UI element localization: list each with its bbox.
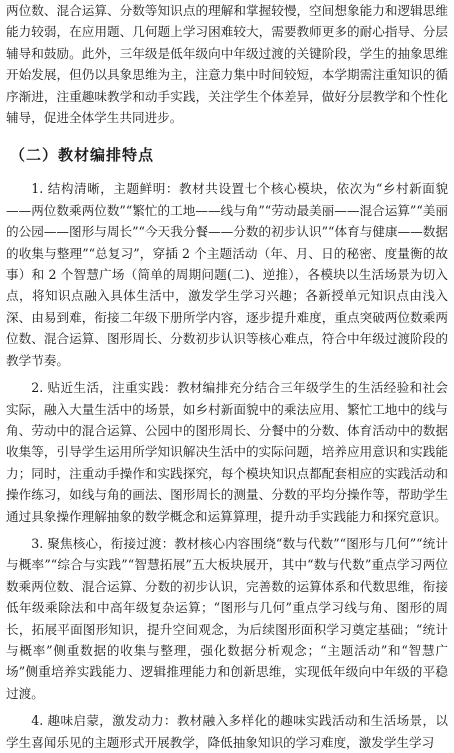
point-paragraph-2: 2. 贴近生活，注重实践：教材编排充分结合三年级学生的生活经验和社会实际，融入大量生活中的场景，如乡村新面貌中的乘法应用、繁忙工地中的线与角、劳动中的混合运算、公园中的图形周长、分餐中的分数、体育活动中的数据收集等，引导学生运用所学知识解决生活中的实际问题，培养应用意识和实践能力；同时，注重动手操作和实践探究，每个模块知识点都配套相应的实践活动和操作练习，如线与角的画法、图形周长的测量、分数的平均分操作等，帮助学生通过具象操作理解抽象的数学概念和运算算理，提升动手实践能力和探究意识。 [6, 380, 448, 524]
point-paragraph-3: 3. 聚焦核心，衔接过渡：教材核心内容围绕“数与代数”“图形与几何”“统计与概率”“综合与实践”“智慧拓展”五大板块展开，其中“数与代数”重点学习两位数乘两位数、混合运算、分数的初步认识，完善数的运算体系和代数思维，衔接低年级乘除法和中高年级复杂运算；“图形与几何”重点学习线与角、图形的周长，拓展平面图形知识，提升空间观念，为后续图形面积学习奠定基础；“统计与概率”侧重数据的收集与整理，强化数据分析观念；“主题活动”和“智慧广场”侧重培养实践能力、逻辑推理能力和创新思维，实现低年级向中年级的平稳过渡。 [6, 535, 448, 701]
section-heading: （二）教材编排特点 [10, 146, 155, 165]
intro-paragraph: 两位数、混合运算、分数等知识点的理解和掌握较慢，空间想象能力和逻辑思维能力较弱，在应用题、几何题上学习困难较大，需要教师更多的耐心指导、分层辅导和鼓励。此外，三年级是低年级向中年级过渡的关键阶段，学生的抽象思维开始发展，但仍以具象思维为主，注意力集中时间较短，本学期需注重知识的循序渐进，注重趣味教学和动手实践，关注学生个体差异，做好分层教学和个性化辅导，促进全体学生共同进步。 [6, 3, 448, 126]
point-paragraph-1: 1. 结构清晰，主题鲜明：教材共设置七个核心模块，依次为“乡村新面貌——两位数乘两位数”“繁忙的工地——线与角”“劳动最美丽——混合运算”“美丽的公园——图形与周长”“今天我分餐——分数的初步认识”“体育与健康——数据的收集与整理”“总复习”，穿插 2 个主题活动（年、月、日的秘密、度量衡的故事）和 2 个智慧广场（简单的周期问题(二)、逆推），各模块以生活场景为切入点，将知识点融入具体生活中，激发学生学习兴趣；各新授单元知识点由浅入深、由易到难，衔接二年级下册所学内容，逐步提升难度，重点突破两位数乘两位数、混合运算、图形周长、分数初步认识等核心难点，符合中年级过渡阶段的教学节奏。 [6, 181, 448, 368]
point-paragraph-4: 4. 趣味启蒙，激发动力：教材融入多样化的趣味实践活动和生活场景，以学生喜闻乐见的主题形式开展教学，降低抽象知识的学习难度，激发学生学习 [6, 713, 448, 750]
